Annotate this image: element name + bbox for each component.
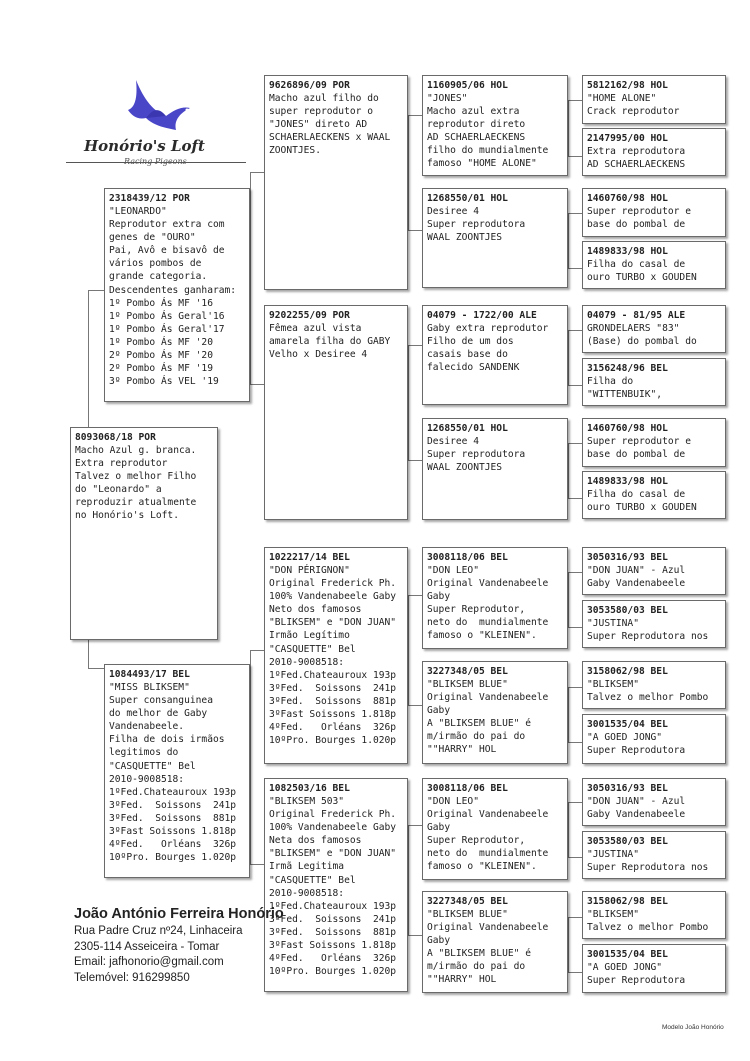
connector-line [408, 345, 409, 460]
ancestor-card [582, 831, 726, 879]
description-line: amarela filha do GABY [269, 336, 391, 348]
description-line: 2010-9008518: [269, 887, 345, 899]
description-line: "DON JUAN" - Azul [587, 796, 686, 807]
ring-number: 8093068/18 POR [75, 432, 156, 443]
description-line: Super reprodutora [427, 219, 526, 231]
description-line: "CASQUETTE" Bel [269, 643, 356, 655]
connector-line [408, 595, 422, 596]
description-line: "CASQUETTE" Bel [109, 760, 196, 772]
description-line: 3ºFed. Soissons 241p [269, 682, 397, 694]
description-line: base do pombal de [587, 449, 686, 461]
dam-card [104, 664, 250, 878]
description-line: Super Reprodutora nos [587, 862, 709, 874]
description-line: ZOONTJES. [269, 145, 321, 157]
description-line: base do pombal de [587, 219, 686, 231]
ring-number: 9626896/09 POR [269, 80, 350, 91]
description-line: Pai, Avô e bisavô de [109, 245, 225, 257]
description-line: famoso o "KLEINEN". [427, 630, 537, 642]
ring-number: 1268550/01 HOL [427, 423, 508, 434]
connector-line [250, 172, 264, 173]
description-line: m/irmão do pai do [427, 961, 526, 973]
connector-line [568, 443, 582, 444]
connector-line [408, 115, 422, 116]
description-line: Fêmea azul vista [269, 323, 362, 334]
connector-line [568, 857, 582, 858]
description-line: Gaby [427, 705, 451, 717]
great-grandparent-card [422, 188, 568, 288]
description-line: 3ºFed. Soissons 241p [109, 799, 237, 811]
description-line: 3ºFed. Soissons 881p [269, 695, 397, 707]
description-line: Neta dos famosos [269, 835, 362, 847]
connector-line [408, 460, 422, 461]
connector-line [568, 687, 569, 742]
description-line: 3ºFast Soissons 1.818p [269, 940, 397, 952]
ancestor-card [582, 305, 726, 353]
description-line: Filho de um dos [427, 336, 514, 348]
connector-line [408, 935, 422, 936]
description-line: 4ºFed. Orléans 326p [109, 839, 237, 851]
description-line: Super reprodutor e [587, 436, 691, 447]
description-line: "BLIKSEM" [587, 679, 639, 690]
description-line: "JONES" direto AD [269, 119, 368, 131]
logo-title: Honório's Loft [84, 137, 205, 155]
description-line: GRONDELAERS "83" [587, 323, 680, 334]
connector-line [568, 802, 569, 857]
subject-pigeon-card [70, 427, 218, 640]
connector-line [408, 825, 422, 826]
ring-number: 1160905/06 HOL [427, 80, 508, 91]
ancestor-card [582, 241, 726, 289]
ring-number: 3001535/04 BEL [587, 719, 668, 730]
grandparent-card [264, 547, 408, 764]
connector-line [408, 345, 422, 346]
connector-line [250, 864, 264, 865]
description-line: 3ºFed. Soissons 241p [269, 913, 397, 925]
description-line: 100% Vandenabeele Gaby [269, 591, 397, 603]
description-line: AD SCHAERLAECKENS [587, 159, 686, 171]
description-line: filho do mundialmente [427, 145, 549, 157]
description-line: do melhor de Gaby [109, 708, 208, 720]
ancestor-card [582, 418, 726, 467]
description-line: Super reprodutor e [587, 206, 691, 217]
connector-line [568, 687, 582, 688]
description-line: famoso o "KLEINEN". [427, 861, 537, 873]
description-line: m/irmão do pai do [427, 731, 526, 743]
description-line: Filha do [587, 376, 634, 387]
owner-name: João António Ferreira Honório [74, 906, 284, 922]
description-line: 2º Pombo Ás MF '19 [109, 363, 213, 375]
description-line: Reprodutor extra com [109, 219, 225, 231]
grandparent-card [264, 778, 408, 992]
description-line: "BLIKSEM" e "DON JUAN" [269, 617, 397, 629]
ring-number: 3158062/98 BEL [587, 896, 668, 907]
ring-number: 04079 - 1722/00 ALE [427, 310, 537, 321]
description-line: Talvez o melhor Pombo [587, 692, 709, 704]
description-line: famoso "HOME ALONE" [427, 158, 537, 170]
description-line: Talvez o melhor Pombo [587, 922, 709, 934]
description-line: Super reprodutora [427, 449, 526, 461]
description-line: 1ºFed.Chateauroux 193p [109, 786, 237, 798]
connector-line [250, 172, 251, 384]
description-line: "HOME ALONE" [587, 93, 657, 104]
description-line: "CASQUETTE" Bel [269, 874, 356, 886]
ring-number: 9202255/09 POR [269, 310, 350, 321]
description-line: (Base) do pombal do [587, 336, 697, 348]
description-line: Original Vandenabeele [427, 578, 549, 590]
description-line: Extra reprodutor [75, 458, 168, 470]
description-line: Crack reprodutor [587, 106, 680, 118]
great-grandparent-card [422, 891, 568, 993]
connector-line [568, 742, 582, 743]
connector-line [568, 972, 582, 973]
ring-number: 3053580/03 BEL [587, 836, 668, 847]
description-line: casais base do [427, 349, 508, 361]
description-line: WAAL ZOONTJES [427, 462, 503, 474]
description-line: neto do mundialmente [427, 617, 549, 629]
description-line: "DON PÉRIGNON" [269, 565, 350, 576]
connector-line [88, 290, 104, 291]
description-line: "BLIKSEM 503" [269, 796, 345, 807]
description-line: Filha do casal de [587, 489, 686, 500]
connector-line [250, 650, 264, 651]
description-line: 4ºFed. Orléans 326p [269, 953, 397, 965]
description-line: Original Vandenabeele [427, 692, 549, 704]
great-grandparent-card [422, 778, 568, 880]
ring-number: 3227348/05 BEL [427, 896, 508, 907]
grandparent-card [264, 305, 408, 520]
ring-number: 3227348/05 BEL [427, 666, 508, 677]
description-line: Super consanguinea [109, 695, 213, 707]
description-line: 3ºFast Soissons 1.818p [269, 709, 397, 721]
connector-line [408, 595, 409, 705]
owner-postal-line: 2305-114 Asseiceira - Tomar [74, 940, 220, 953]
connector-line [568, 213, 569, 268]
great-grandparent-card [422, 547, 568, 649]
ring-number: 1022217/14 BEL [269, 552, 350, 563]
description-line: Filha do casal de [587, 259, 686, 270]
connector-line [408, 825, 409, 935]
description-line: Macho azul filho do [269, 93, 379, 104]
description-line: Gaby [427, 822, 451, 834]
description-line: Super Reprodutora [587, 975, 686, 987]
description-line: reprodutor direto [427, 119, 526, 131]
description-line: 10ºPro. Bourges 1.020p [109, 852, 237, 864]
description-line: Macho Azul g. branca. [75, 445, 197, 456]
description-line: A "BLIKSEM BLUE" é [427, 948, 531, 960]
ring-number: 3158062/98 BEL [587, 666, 668, 677]
description-line: A "BLIKSEM BLUE" é [427, 718, 531, 730]
grandparent-card [264, 75, 408, 290]
description-line: neto do mundialmente [427, 848, 549, 860]
description-line: "DON JUAN" - Azul [587, 565, 686, 576]
ring-number: 3001535/04 BEL [587, 949, 668, 960]
connector-line [568, 917, 569, 972]
description-line: "A GOED JONG" [587, 732, 663, 743]
ancestor-card [582, 128, 726, 176]
description-line: Macho azul extra [427, 106, 520, 118]
description-line: WAAL ZOONTJES [427, 232, 503, 244]
description-line: 3ºFed. Soissons 881p [269, 926, 397, 938]
description-line: 3ºFast Soissons 1.818p [109, 826, 237, 838]
connector-line [568, 213, 582, 214]
description-line: Descendentes ganharam: [109, 284, 237, 296]
description-line: "A GOED JONG" [587, 962, 663, 973]
pigeon-logo-icon [66, 70, 246, 140]
connector-line [250, 650, 251, 864]
description-line: "MISS BLIKSEM" [109, 682, 190, 693]
description-line: 3ºFed. Soissons 881p [109, 812, 237, 824]
description-line: 1ºFed.Chateauroux 193p [269, 900, 397, 912]
description-line: 1º Pombo Ás Geral'16 [109, 310, 225, 322]
description-line: "BLIKSEM" [587, 909, 639, 920]
description-line: 1º Pombo Ás MF '20 [109, 336, 213, 348]
connector-line [568, 385, 582, 386]
ancestor-card [582, 891, 726, 939]
connector-line [568, 802, 582, 803]
sire-card [104, 188, 250, 402]
ring-number: 1268550/01 HOL [427, 193, 508, 204]
description-line: "BLIKSEM BLUE" [427, 679, 508, 690]
connector-line [568, 330, 582, 331]
great-grandparent-card [422, 418, 568, 520]
connector-line [408, 230, 422, 231]
description-line: Gaby [427, 935, 451, 947]
connector-line [568, 572, 582, 573]
ancestor-card [582, 471, 726, 519]
description-line: "BLIKSEM BLUE" [427, 909, 508, 920]
description-line: Irmã Legitima [269, 861, 345, 873]
description-line: "DON LEO" [427, 565, 479, 576]
ring-number: 1084493/17 BEL [109, 669, 190, 680]
connector-line [568, 917, 582, 918]
description-line: do "Leonardo" a [75, 484, 162, 496]
description-line: no Honório's Loft. [75, 510, 179, 522]
description-line: 100% Vandenabeele Gaby [269, 822, 397, 834]
ancestor-card [582, 661, 726, 709]
ring-number: 1460760/98 HOL [587, 193, 668, 204]
description-line: SCHAERLAECKENS x WAAL [269, 132, 391, 144]
description-line: "LEONARDO" [109, 206, 167, 217]
description-line: vários pombos de [109, 258, 202, 270]
ring-number: 3050316/93 BEL [587, 552, 668, 563]
description-line: "JUSTINA" [587, 849, 639, 860]
description-line: Vandenabeele. [109, 721, 185, 733]
description-line: ""HARRY" HOL [427, 744, 497, 756]
description-line: Super Reprodutora nos [587, 631, 709, 643]
connector-line [408, 115, 409, 230]
ring-number: 1460760/98 HOL [587, 423, 668, 434]
ring-number: 1082503/16 BEL [269, 783, 350, 794]
description-line: Original Frederick Ph. [269, 578, 397, 590]
description-line: 1º Pombo Ás MF '16 [109, 297, 213, 309]
owner-phone: Telemóvel: 916299850 [74, 971, 190, 984]
description-line: Velho x Desiree 4 [269, 349, 368, 361]
ancestor-card [582, 188, 726, 237]
description-line: ""HARRY" HOL [427, 974, 497, 986]
ring-number: 2318439/12 POR [109, 193, 190, 204]
template-credit: Modelo João Honório [662, 1024, 724, 1031]
description-line: Extra reprodutora [587, 146, 686, 157]
description-line: genes de "OURO" [109, 232, 196, 244]
description-line: "JUSTINA" [587, 618, 639, 629]
description-line: Talvez o melhor Filho [75, 471, 197, 483]
connector-line [88, 290, 89, 427]
great-grandparent-card [422, 661, 568, 764]
ring-number: 5812162/98 HOL [587, 80, 668, 91]
description-line: 1ºFed.Chateauroux 193p [269, 669, 397, 681]
ancestor-card [582, 358, 726, 406]
ring-number: 3156248/96 BEL [587, 363, 668, 374]
owner-address-line: Rua Padre Cruz nº24, Linhaceira [74, 925, 243, 937]
owner-contact-block [74, 904, 284, 986]
connector-line [568, 100, 569, 156]
connector-line [568, 572, 569, 627]
ring-number: 04079 - 81/95 ALE [587, 310, 686, 321]
great-grandparent-card [422, 305, 568, 405]
description-line: Super Reprodutora [587, 745, 686, 757]
loft-logo [66, 70, 246, 170]
ancestor-card [582, 547, 726, 595]
connector-line [88, 640, 89, 668]
connector-line [88, 668, 104, 669]
ring-number: 3008118/06 BEL [427, 783, 508, 794]
description-line: "JONES" [427, 93, 468, 104]
description-line: legitimos do [109, 747, 179, 759]
connector-line [568, 156, 582, 157]
description-line: AD SCHAERLAECKENS [427, 132, 526, 144]
ring-number: 3008118/06 BEL [427, 552, 508, 563]
description-line: Super Reprodutor, [427, 604, 526, 616]
description-line: 2010-9008518: [109, 773, 185, 785]
ancestor-card [582, 75, 726, 124]
description-line: "BLIKSEM" e "DON JUAN" [269, 848, 397, 860]
description-line: ouro TURBO x GOUDEN [587, 272, 697, 284]
description-line: Gaby Vandenabeele [587, 809, 686, 821]
description-line: Gaby Vandenabeele [587, 578, 686, 590]
ancestor-card [582, 778, 726, 826]
description-line: 4ºFed. Orléans 326p [269, 722, 397, 734]
ring-number: 3053580/03 BEL [587, 605, 668, 616]
description-line: "WITTENBUIK", [587, 389, 663, 401]
connector-line [568, 443, 569, 498]
description-line: Gaby [427, 591, 451, 603]
ancestor-card [582, 600, 726, 648]
description-line: Filha de dois irmãos [109, 734, 225, 746]
ancestor-card [582, 944, 726, 993]
description-line: reproduzir atualmente [75, 497, 197, 509]
logo-subtitle: Racing Pigeons [124, 157, 187, 166]
description-line: Original Vandenabeele [427, 809, 549, 821]
ancestor-card [582, 714, 726, 764]
description-line: 3º Pombo Ás VEL '19 [109, 376, 219, 388]
description-line: Gaby extra reprodutor [427, 323, 549, 334]
description-line: Desiree 4 [427, 206, 479, 217]
connector-line [408, 705, 422, 706]
description-line: 1º Pombo Ás Geral'17 [109, 323, 225, 335]
ring-number: 1489833/98 HOL [587, 476, 668, 487]
great-grandparent-card [422, 75, 568, 176]
connector-line [568, 268, 582, 269]
connector-line [250, 384, 264, 385]
description-line: Original Frederick Ph. [269, 809, 397, 821]
description-line: Original Vandenabeele [427, 922, 549, 934]
ring-number: 2147995/00 HOL [587, 133, 668, 144]
description-line: 2º Pombo Ás MF '20 [109, 350, 213, 362]
connector-line [568, 498, 582, 499]
description-line: Desiree 4 [427, 436, 479, 447]
ring-number: 3050316/93 BEL [587, 783, 668, 794]
description-line: "DON LEO" [427, 796, 479, 807]
description-line: Neto dos famosos [269, 604, 362, 616]
ring-number: 1489833/98 HOL [587, 246, 668, 257]
description-line: 10ºPro. Bourges 1.020p [269, 966, 397, 978]
description-line: Super Reprodutor, [427, 835, 526, 847]
connector-line [568, 100, 582, 101]
description-line: super reprodutor o [269, 106, 373, 118]
connector-line [568, 330, 569, 385]
description-line: grande categoria. [109, 271, 208, 283]
description-line: ouro TURBO x GOUDEN [587, 502, 697, 514]
description-line: falecido SANDENK [427, 362, 520, 374]
description-line: 10ºPro. Bourges 1.020p [269, 735, 397, 747]
owner-email: Email: jafhonorio@gmail.com [74, 956, 224, 968]
description-line: Irmão Legítimo [269, 630, 350, 642]
description-line: 2010-9008518: [269, 656, 345, 668]
connector-line [568, 627, 582, 628]
